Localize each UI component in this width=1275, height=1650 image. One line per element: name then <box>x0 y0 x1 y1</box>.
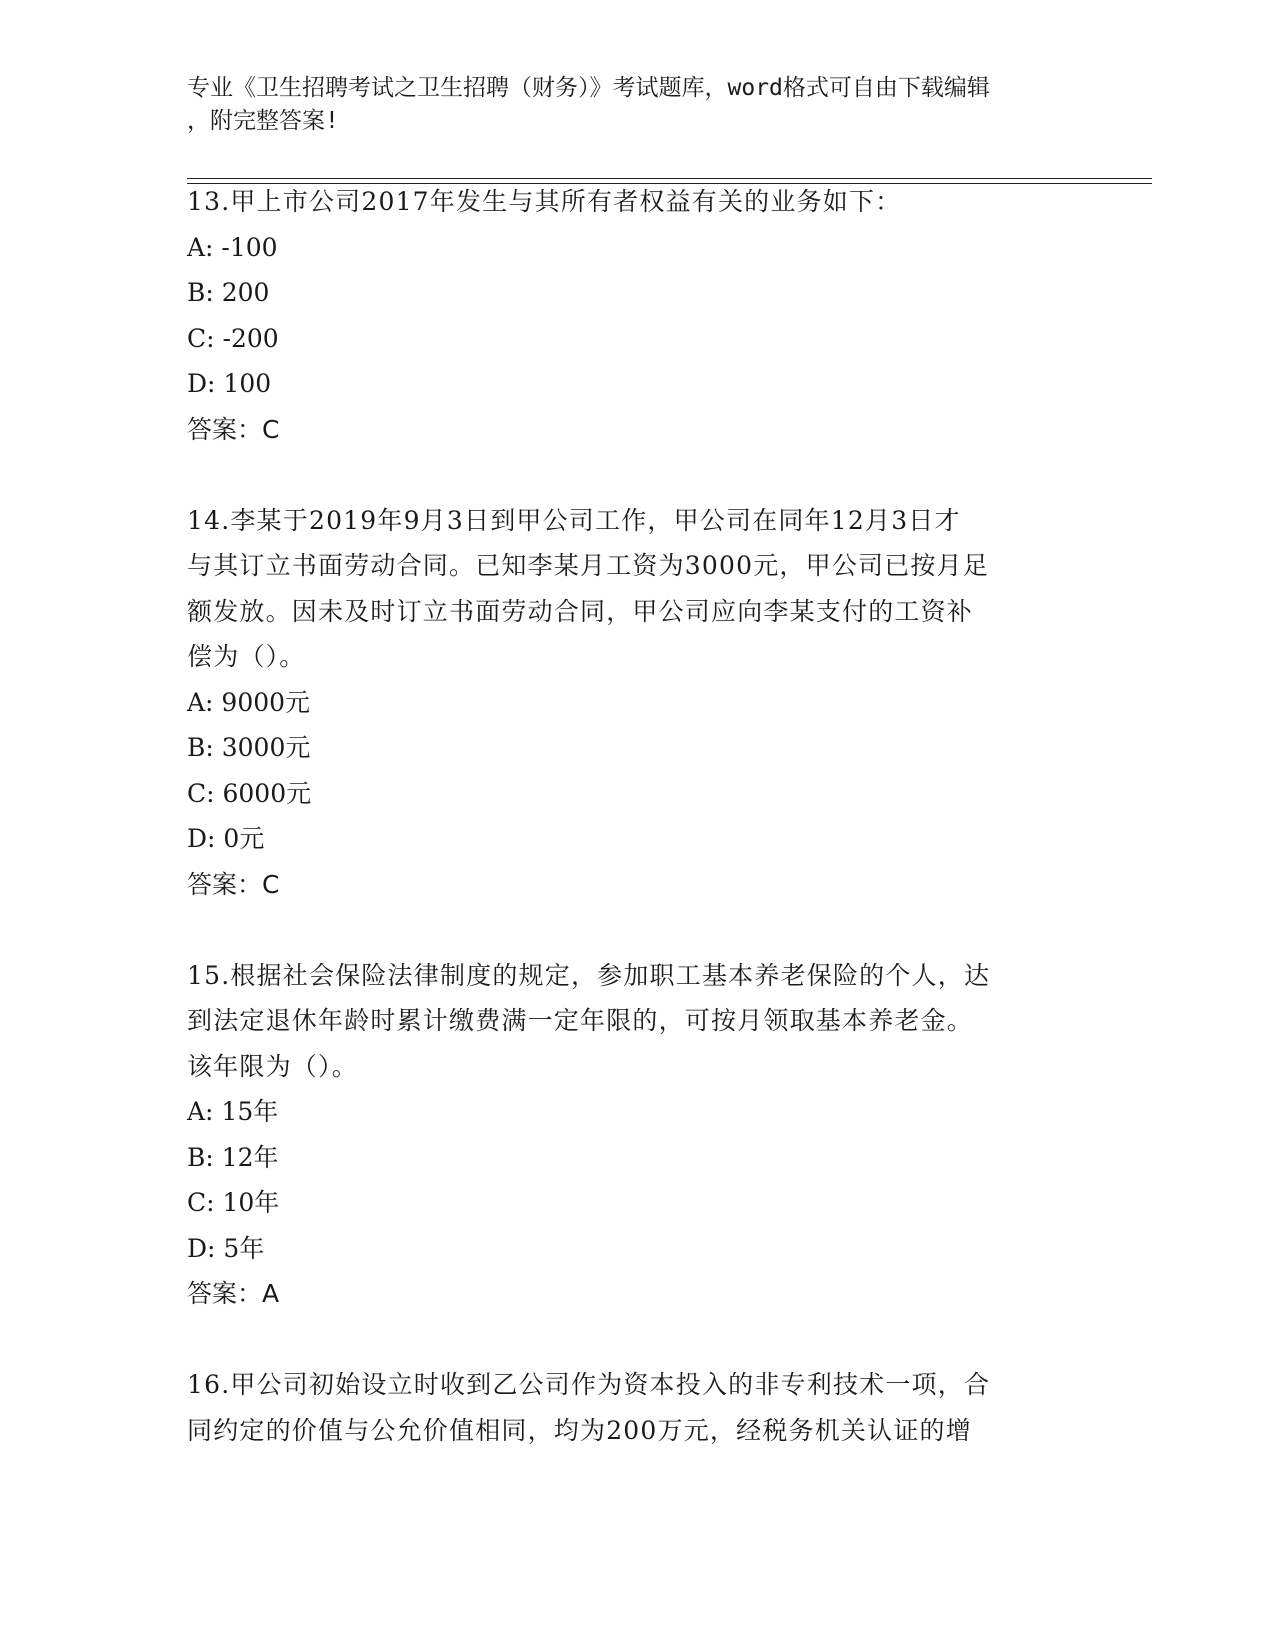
option-d: D: 5年 <box>187 1233 265 1263</box>
answer-text: 答案：A <box>187 1279 280 1308</box>
question-text: 与其订立书面劳动合同。已知李某月工资为3000元，甲公司已按月足 <box>187 551 990 580</box>
question-14 <box>187 498 1087 908</box>
answer-text: 答案：C <box>187 869 280 899</box>
question-text: 15.根据社会保险法律制度的规定，参加职工基本养老保险的个人，达 <box>187 960 991 990</box>
question-text: 13.甲上市公司2017年发生与其所有者权益有关的业务如下： <box>187 187 902 216</box>
question-text: 到法定退休年龄时累计缴费满一定年限的，可按月领取基本养老金。 <box>187 1006 974 1035</box>
question-text: 14.李某于2019年9月3日到甲公司工作，甲公司在同年12月3日才 <box>187 505 961 535</box>
option-a: A: -100 <box>187 232 278 262</box>
option-b: B: 200 <box>187 278 270 307</box>
answer-text: 答案：C <box>187 414 280 444</box>
option-d: D: 0元 <box>187 824 265 853</box>
document-header <box>187 72 1087 138</box>
question-text: 偿为（）。 <box>187 642 306 671</box>
option-a: A: 15年 <box>187 1097 279 1126</box>
question-spacer <box>187 1317 1087 1363</box>
option-a: A: 9000元 <box>187 687 311 717</box>
question-text: 额发放。因未及时订立书面劳动合同，甲公司应向李某支付的工资补 <box>187 596 974 626</box>
question-16 <box>187 1362 1087 1453</box>
option-b: B: 3000元 <box>187 733 311 762</box>
option-c: C: 6000元 <box>187 778 312 808</box>
question-spacer <box>187 907 1087 953</box>
question-text: 该年限为（）。 <box>187 1051 358 1081</box>
option-b: B: 12年 <box>187 1142 279 1172</box>
option-c: C: 10年 <box>187 1188 280 1217</box>
header-line-2: ，附完整答案! <box>187 108 339 134</box>
question-13 <box>187 179 1087 452</box>
option-c: C: -200 <box>187 323 279 353</box>
question-15 <box>187 953 1087 1317</box>
question-text: 16.甲公司初始设立时收到乙公司作为资本投入的非专利技术一项，合 <box>187 1370 991 1399</box>
question-list <box>187 179 1087 1453</box>
option-d: D: 100 <box>187 369 272 398</box>
header-line-1: 专业《卫生招聘考试之卫生招聘（财务）》考试题库，word格式可自由下载编辑 <box>187 75 990 101</box>
question-text: 同约定的价值与公允价值相同，均为200万元，经税务机关认证的增 <box>187 1415 972 1445</box>
question-spacer <box>187 452 1087 498</box>
